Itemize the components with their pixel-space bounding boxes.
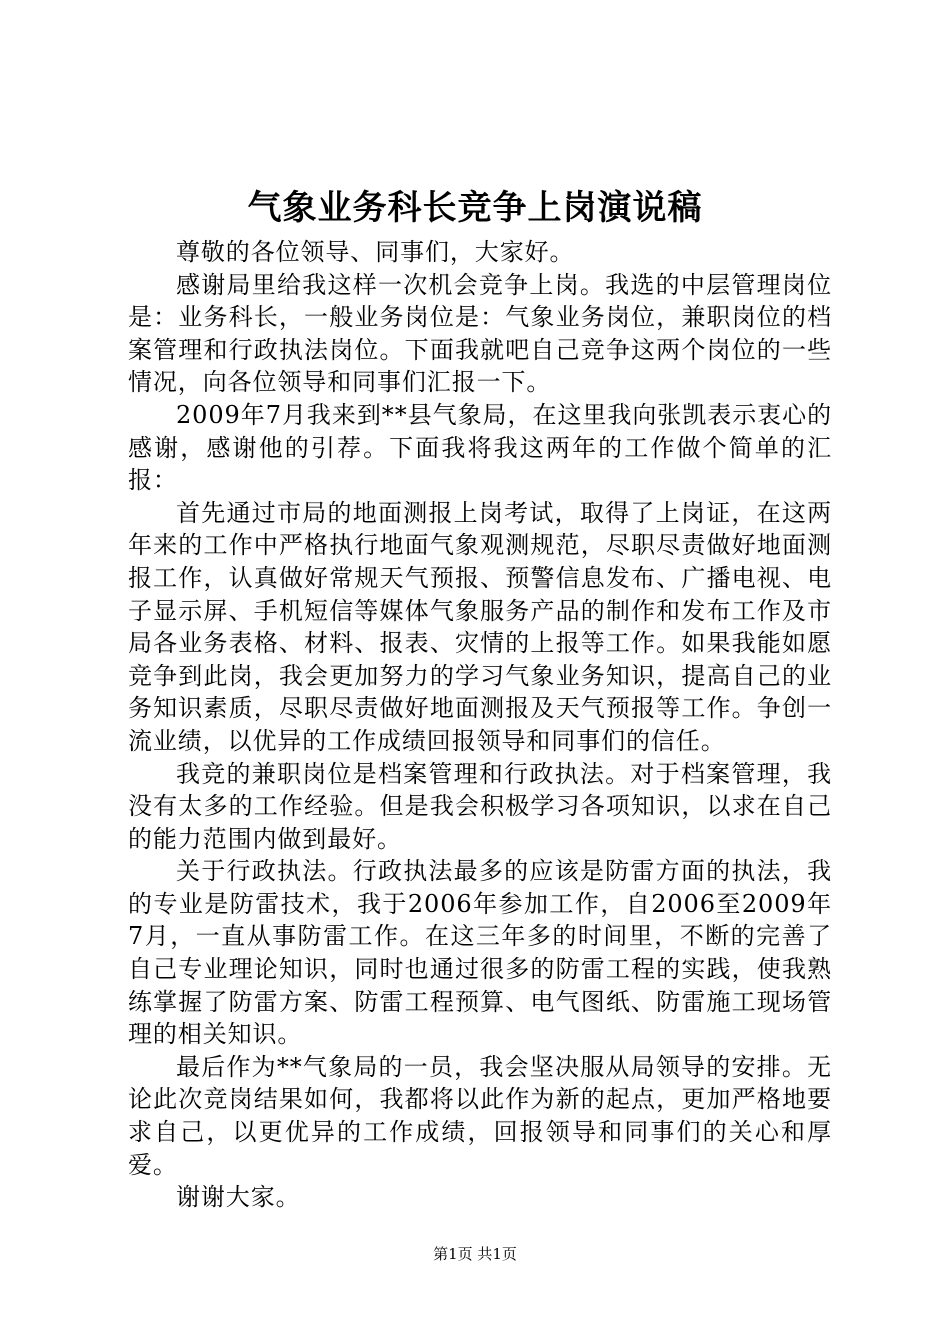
paragraph-closing: 最后作为**气象局的一员，我会坚决服从局领导的安排。无论此次竞岗结果如何，我都将以此作为新的起点，更加严格地要求自己，以更优异的工作成绩，回报领导和同事们的关心和厚爱。 — [128, 1052, 832, 1179]
paragraph-intro: 感谢局里给我这样一次机会竞争上岗。我选的中层管理岗位是：业务科长，一般业务岗位是：气象业务岗位，兼职岗位的档案管理和行政执法岗位。下面我就吧自己竞争这两个岗位的一些情况，向各位领导和同事们汇报一下。 — [128, 270, 832, 397]
page-number-footer: 第1页 共1页 — [433, 1245, 517, 1263]
paragraph-work-report: 首先通过市局的地面测报上岗考试，取得了上岗证，在这两年来的工作中严格执行地面气象观测规范，尽职尽责做好地面测报工作，认真做好常规天气预报、预警信息发布、广播电视、电子显示屏、手机短信等媒体气象服务产品的制作和发布工作及市局各业务表格、材料、报表、灾情的上报等工作。如果我能如愿竞争到此岗，我会更加努力的学习气象业务知识，提高自己的业务知识素质，尽职尽责做好地面测报及天气预报等工作。争创一流业绩，以优异的工作成绩回报领导和同事们的信任。 — [128, 498, 832, 755]
paragraph-law-enforcement: 关于行政执法。行政执法最多的应该是防雷方面的执法，我的专业是防雷技术，我于2006年参加工作，自2006至2009年7月，一直从事防雷工作。在这三年多的时间里，不断的完善了自己专业理论知识，同时也通过很多的防雷工程的实践，使我熟练掌握了防雷方案、防雷工程预算、电气图纸、防雷施工现场管理的相关知识。 — [128, 857, 832, 1049]
paragraph-archive-management: 我竞的兼职岗位是档案管理和行政执法。对于档案管理，我没有太多的工作经验。但是我会积极学习各项知识，以求在自己的能力范围内做到最好。 — [128, 759, 832, 853]
paragraph-arrival: 2009年7月我来到**县气象局，在这里我向张凯表示衷心的感谢，感谢他的引荐。下面我将我这两年的工作做个简单的汇报： — [128, 400, 832, 495]
paragraph-greeting: 尊敬的各位领导、同事们，大家好。 — [176, 238, 575, 266]
document-body — [128, 236, 832, 1214]
paragraph-thanks: 谢谢大家。 — [176, 1183, 301, 1212]
document-title: 气象业务科长竞争上岗演说稿 — [247, 188, 703, 228]
